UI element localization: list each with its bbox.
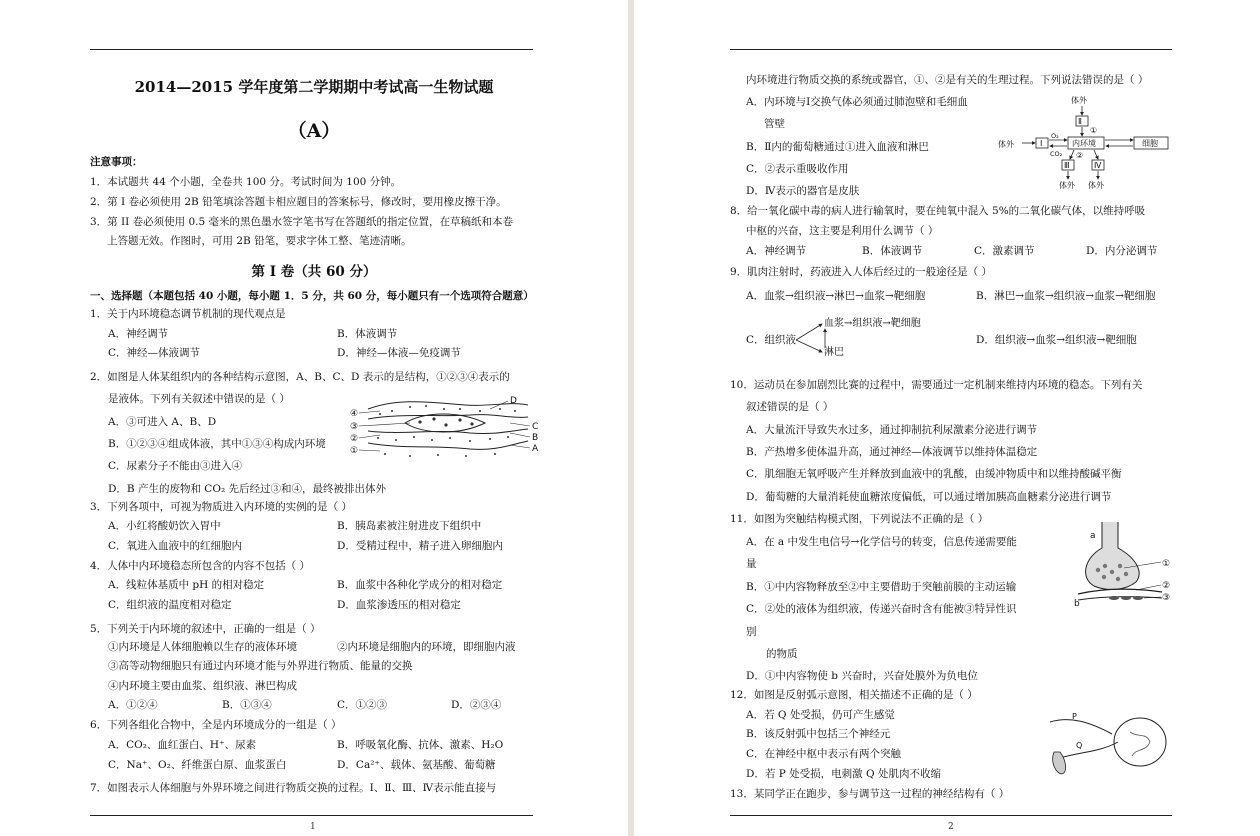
q5-statement-1: ①内环境是人体细胞赖以生存的液体环境 xyxy=(108,641,297,653)
q12-option-d: D．若 P 处受损，电刺激 Q 处肌肉不收缩 xyxy=(746,768,941,780)
q9-stem: 9．肌肉注射时，药液进入人体后经过的一般途径是（ ） xyxy=(730,266,993,278)
q12-stem: 12．如图是反射弧示意图，相关描述不正确的是（ ） xyxy=(730,689,978,701)
q8-option-b: B．体液调节 xyxy=(862,245,923,257)
reflex-arc-diagram xyxy=(1050,712,1170,782)
process-2-mark: ② xyxy=(1076,151,1084,160)
fig-label-b: B xyxy=(532,433,539,443)
q1-option-b: B．体液调节 xyxy=(337,328,398,340)
q7-option-d: D．Ⅳ表示的器官是皮肤 xyxy=(746,185,860,197)
receptor-3-label: ③ xyxy=(1162,593,1171,603)
q7-option-b: B．Ⅱ内的葡萄糖通过①进入血液和淋巴 xyxy=(746,141,929,153)
organ-ii: Ⅱ xyxy=(1078,117,1082,126)
neuron-b-label: b xyxy=(1074,599,1080,609)
q2-option-b: B．①②③④组成体液，其中①③④构成内环境 xyxy=(108,438,326,450)
q8-option-a: A．神经调节 xyxy=(746,245,807,257)
organ-iv: Ⅳ xyxy=(1094,161,1102,170)
q6-option-b: B．呼吸氧化酶、抗体、激素、H₂O xyxy=(337,739,504,751)
tissue-structure-diagram xyxy=(350,393,542,461)
q11-option-d: D．①中内容物使 b 兴奋时，兴奋处膜外为负电位 xyxy=(746,670,978,682)
fig-label-4: ④ xyxy=(350,409,359,419)
notice-2: 2．第 I 卷必须使用 2B 铅笔填涂答题卡相应题目的答案标号，修改时，要用橡皮擦干净。 xyxy=(90,196,507,208)
outside-bottom-left-label: 体外 xyxy=(1059,181,1075,190)
center-label: 内环境 xyxy=(1072,139,1096,148)
q2-stem-cont: 是液体。下列有关叙述中错误的是（ ） xyxy=(108,393,290,405)
q3-option-b: B．胰岛素被注射进皮下组织中 xyxy=(337,520,482,532)
q11-option-b: B．①中内容物释放至②中主要借助于突触前膜的主动运输 xyxy=(746,581,1017,593)
q2-option-d: D．B 产生的废物和 CO₂ 先后经过③和④，最终被排出体外 xyxy=(108,483,386,495)
fig-label-2: ② xyxy=(350,434,359,444)
q11-option-c-cont2: 的物质 xyxy=(766,648,798,660)
q5-option-c: C．①②③ xyxy=(337,699,388,711)
q10-option-c: C．肌细胞无氧呼吸产生并释放到血液中的乳酸，由缓冲物质中和以维持酸碱平衡 xyxy=(746,468,1122,480)
q10-option-d: D．葡萄糖的大量消耗使血糖浓度偏低，可以通过增加胰高血糖素分泌进行调节 xyxy=(746,491,1112,503)
process-1-mark: ① xyxy=(1090,126,1098,135)
q7-option-c: C．②表示重吸收作用 xyxy=(746,163,849,175)
q5-option-a: A．①②④ xyxy=(108,699,158,711)
q11-option-c: C．②处的液体为组织液，传递兴奋时含有能被③特异性识 xyxy=(746,603,1017,615)
header-rule xyxy=(730,49,1172,50)
cell-label: 细胞 xyxy=(1142,139,1158,148)
page-number: 1 xyxy=(310,822,316,832)
q10-stem: 10．运动员在参加剧烈比赛的过程中，需要通过一定机制来维持内环境的稳态。下列有关 xyxy=(730,379,1143,391)
q12-option-c: C．在神经中枢中表示有两个突触 xyxy=(746,748,902,760)
fig-label-1: ① xyxy=(350,446,359,456)
q13-stem: 13．某同学正在跑步，参与调节这一过程的神经结构有（ ） xyxy=(730,788,1010,800)
outside-bottom-right-label: 体外 xyxy=(1088,181,1104,190)
q11-option-a-cont: 量 xyxy=(746,558,757,570)
vesicle-1-label: ① xyxy=(1162,559,1171,569)
q5-statement-3: ③高等动物细胞只有通过内环境才能与外界进行物质、能量的交换 xyxy=(108,660,413,672)
fig-label-3: ③ xyxy=(350,422,359,432)
q3-stem: 3．下列各项中，可视为物质进入内环境的实例的是（ ） xyxy=(90,501,353,513)
q7-option-a-cont: 管壁 xyxy=(764,118,785,130)
q3-option-a: A．小红将酸奶饮入胃中 xyxy=(108,520,221,532)
q1-option-d: D．神经—体液—免疫调节 xyxy=(337,347,461,359)
q3-option-c: C．氧进入血液中的红细胞内 xyxy=(108,540,243,552)
fig-label-c: C xyxy=(532,422,539,432)
q10-stem-cont: 叙述错误的是（ ） xyxy=(746,401,834,413)
point-q-label: Q xyxy=(1076,741,1083,750)
q1-option-c: C．神经—体液调节 xyxy=(108,347,201,359)
footer-rule xyxy=(730,815,1172,816)
q6-stem: 6．下列各组化合物中，全是内环境成分的一组是（ ） xyxy=(90,719,342,731)
q9-option-c-lower: 淋巴 xyxy=(824,347,844,358)
q6-option-c: C．Na⁺、O₂、纤维蛋白原、血浆蛋白 xyxy=(108,759,287,771)
part-heading: 一、选择题（本题包括 40 小题，每小题 1．5 分，共 60 分，每小题只有一个选项符合题意） xyxy=(90,290,534,302)
q8-stem: 8．给一氧化碳中毒的病人进行输氧时，要在纯氧中混入 5%的二氧化碳气体，以维持呼吸 xyxy=(730,205,1146,217)
q10-option-a: A．大量流汗导致失水过多，通过抑制抗利尿激素分泌进行调节 xyxy=(746,424,1038,436)
q9-option-a: A．血浆→组织液→淋巴→血浆→靶细胞 xyxy=(746,290,926,302)
notice-3: 3．第 II 卷必须使用 0.5 毫米的黑色墨水签字笔书写在答题纸的指定位置，在草稿纸和本卷 xyxy=(90,216,514,228)
footer-rule xyxy=(90,815,533,816)
q5-option-b: B．①③④ xyxy=(222,699,272,711)
outside-left-label: 体外 xyxy=(998,140,1014,149)
q5-statement-2: ②内环境是细胞内的环境，即细胞内液 xyxy=(337,641,516,653)
fig-label-d: D xyxy=(510,396,517,406)
terminal-a-label: a xyxy=(1090,531,1096,541)
header-rule xyxy=(90,49,533,50)
notice-3-cont: 上答题无效。作图时，可用 2B 铅笔，要求字体工整、笔迹清晰。 xyxy=(107,235,412,247)
q5-statement-4: ④内环境主要由血浆、组织液、淋巴构成 xyxy=(108,680,297,692)
q9-branch-arrows xyxy=(794,320,826,356)
q12-option-b: B．该反射弧中包括三个神经元 xyxy=(746,728,891,740)
outside-top-label: 体外 xyxy=(1071,96,1087,105)
q8-stem-cont: 中枢的兴奋，这主要是利用什么调节（ ） xyxy=(746,225,939,237)
q8-option-d: D．内分泌调节 xyxy=(1086,245,1158,257)
q8-option-c: C．激素调节 xyxy=(974,245,1035,257)
q4-option-a: A．线粒体基质中 pH 的相对稳定 xyxy=(108,579,265,591)
q6-option-d: D．Ca²⁺、载体、氨基酸、葡萄糖 xyxy=(337,759,496,771)
exam-version: （A） xyxy=(287,120,341,142)
o2-label: O₂ xyxy=(1051,132,1059,140)
organ-iii: Ⅲ xyxy=(1064,161,1070,170)
page-number: 2 xyxy=(948,822,954,832)
q2-option-c: C．尿素分子不能由③进入④ xyxy=(108,460,243,472)
q4-stem: 4．人体中内环境稳态所包含的内容不包括（ ） xyxy=(90,560,311,572)
q2-option-a: A．③可进入 A、B、D xyxy=(108,416,217,428)
q1-option-a: A．神经调节 xyxy=(108,328,169,340)
q5-option-d: D．②③④ xyxy=(451,699,502,711)
synapse-diagram xyxy=(1074,522,1174,609)
cleft-2-label: ② xyxy=(1162,581,1171,591)
q11-option-a: A．在 a 中发生电信号→化学信号的转变，信息传递需要能 xyxy=(746,536,1017,548)
q4-option-d: D．血浆渗透压的相对稳定 xyxy=(337,599,461,611)
q9-option-c-upper: 血浆→组织液→靶细胞 xyxy=(824,318,921,329)
co2-label: CO₂ xyxy=(1050,150,1063,158)
organ-i: Ⅰ xyxy=(1040,139,1043,148)
q2-stem: 2．如图是人体某组织内的各种结构示意图，A、B、C、D 表示的是结构，①②③④表示的 xyxy=(90,371,510,383)
q9-option-d: D．组织液→血浆→组织液→靶细胞 xyxy=(976,334,1137,346)
q4-option-b: B．血浆中各种化学成分的相对稳定 xyxy=(337,579,503,591)
q9-option-c: C．组织液 xyxy=(746,334,797,346)
q11-option-c-cont: 别 xyxy=(746,626,757,638)
q5-stem: 5．下列关于内环境的叙述中，正确的一组是（ ） xyxy=(90,623,321,635)
q4-option-c: C．组织液的温度相对稳定 xyxy=(108,599,232,611)
point-p-label: P xyxy=(1072,712,1077,721)
q6-option-a: A．CO₂、血红蛋白、H⁺、尿素 xyxy=(108,739,257,751)
notice-1: 1．本试题共 44 个小题，全卷共 100 分。考试时间为 100 分钟。 xyxy=(90,176,402,188)
q10-option-b: B．产热增多使体温升高，通过神经—体液调节以维持体温稳定 xyxy=(746,446,1038,458)
q3-option-d: D．受精过程中，精子进入卵细胞内 xyxy=(337,540,503,552)
fig-label-a: A xyxy=(532,444,539,454)
q9-option-b: B．淋巴→血浆→组织液→血浆→靶细胞 xyxy=(976,290,1156,302)
q7-stem-cont: 内环境进行物质交换的系统或器官，①、②是有关的生理过程。下列说法错误的是（ ） xyxy=(746,74,1149,86)
q7-stem: 7．如图表示人体细胞与外界环境之间进行物质交换的过程。Ⅰ、Ⅱ、Ⅲ、Ⅳ表示能直接与 xyxy=(90,782,497,794)
q11-stem: 11．如图为突触结构模式图，下列说法不正确的是（ ） xyxy=(730,513,989,525)
notice-heading: 注意事项： xyxy=(90,156,143,168)
exam-title: 2014—2015 学年度第二学期期中考试高一生物试题 xyxy=(134,78,494,96)
page-1 xyxy=(0,0,628,836)
page-2 xyxy=(634,0,1260,836)
section-title: 第 I 卷（共 60 分） xyxy=(251,264,377,280)
q7-option-a: A．内环境与Ⅰ交换气体必须通过肺泡壁和毛细血 xyxy=(746,96,968,108)
q12-option-a: A．若 Q 处受损，仍可产生感觉 xyxy=(746,709,895,721)
internal-environment-diagram xyxy=(998,94,1188,194)
q1-stem: 1．关于内环境稳态调节机制的现代观点是 xyxy=(90,308,286,320)
